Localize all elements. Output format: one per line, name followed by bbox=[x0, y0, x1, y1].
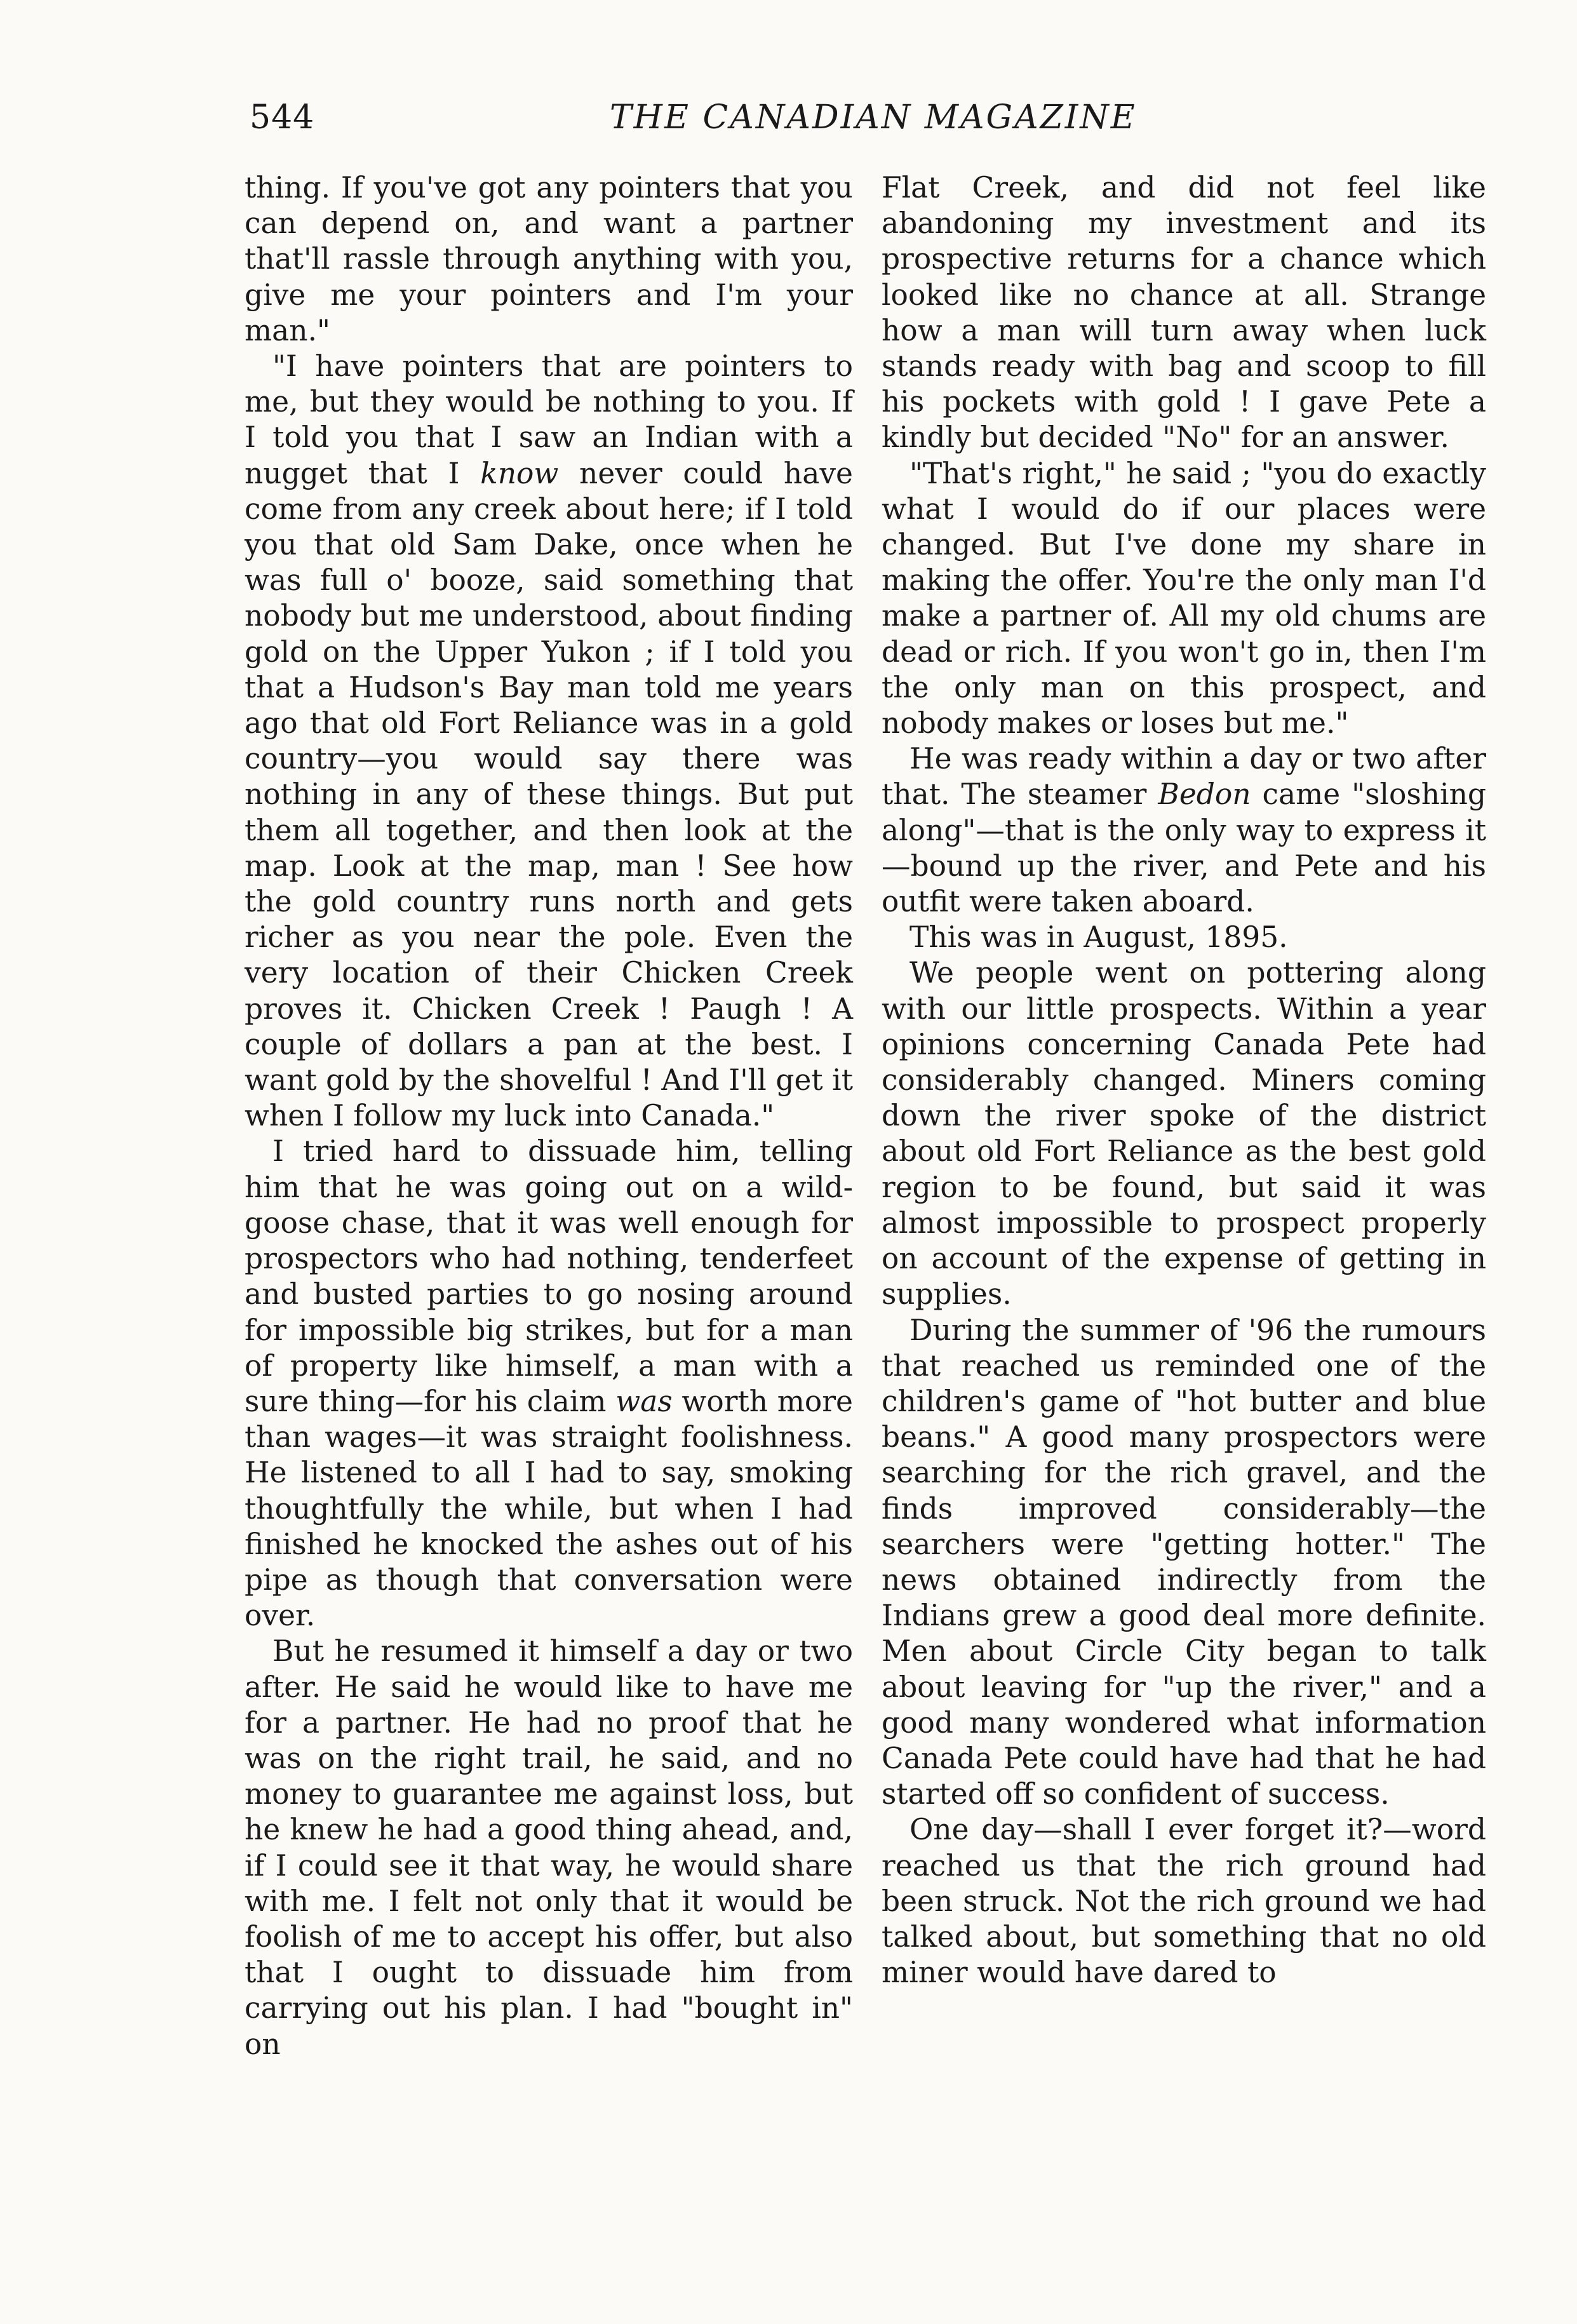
paragraph: We people went on pottering along with our little prospects. Within a year opinions concerning Canada Pete had considerably changed. Miners coming down the river spoke of the district about old Fort Reliance as the best gold region to be found, but said it was almost impossible to prospect properly on account of the expense of getting in supplies. bbox=[882, 956, 1486, 1312]
paragraph: I tried hard to dissuade him, telling him that he was going out on a wild-goose chase, that it was well enough for prospectors who had nothing, tenderfeet and busted parties to go nosing around for impossible big strikes, but for a man of property like himself, a man with a sure thing—for his claim was worth more than wages—it was straight foolishness. He listened to all I had to say, smoking thoughtfully the while, but when I had finished he knocked the ashes out of his pipe as though that conversation were over. bbox=[245, 1134, 853, 1633]
paragraph: "That's right," he said ; "you do exactly what I would do if our places were changed. But I've done my share in making the offer. You're the only man I'd make a partner of. All my old chums are dead or rich. If you won't go in, then I'm the only man on this prospect, and nobody makes or loses but me." bbox=[882, 456, 1486, 741]
ship-name: Bedon bbox=[1158, 777, 1251, 812]
paragraph: thing. If you've got any pointers that you can depend on, and want a partner that'll rassle through anything with you, give me your pointers and I'm your man." bbox=[245, 171, 853, 347]
paragraph: One day—shall I ever forget it?—word reached us that the rich ground had been struck. Not the rich ground we had talked about, but something that no old miner would have dared to bbox=[882, 1813, 1486, 1990]
page-number: 544 bbox=[250, 98, 315, 137]
running-head: THE CANADIAN MAGAZINE bbox=[610, 98, 1137, 137]
left-column bbox=[245, 170, 853, 2062]
paragraph: Flat Creek, and did not feel like abandoning my investment and its prospective returns for a chance which looked like no chance at all. Strange how a man will turn away when luck stands ready with bag and scoop to fill his pockets with gold ! I gave Pete a kindly but decided "No" for an answer. bbox=[882, 171, 1486, 455]
right-column bbox=[882, 170, 1486, 1991]
paragraph: This was in August, 1895. bbox=[909, 920, 1288, 955]
emphasis: know bbox=[480, 456, 559, 490]
page-header bbox=[0, 98, 1577, 149]
paragraph: But he resumed it himself a day or two after. He said he would like to have me for a partner. He had no proof that he was on the right trail, he said, and no money to guarantee me against loss, but he knew he had a good thing ahead, and, if I could see it that way, he would share with me. I felt not only that it would be foolish of me to accept his offer, but also that I ought to dissuade him from carrying out his plan. I had "bought in" on bbox=[245, 1634, 853, 2061]
paragraph: "I have pointers that are pointers to me, but they would be nothing to you. If I told you that I saw an Indian with a nugget that I know never could have come from any creek about here; if I told you that old Sam Dake, once when he was full o' booze, said something that nobody but me understood, about finding gold on the Upper Yukon ; if I told you that a Hudson's Bay man told me years ago that old Fort Reliance was in a gold country—you would say there was nothing in any of these things. But put them all together, and then look at the map. Look at the map, man ! See how the gold country runs north and gets richer as you near the pole. Even the very location of their Chicken Creek proves it. Chicken Creek ! Paugh ! A couple of dollars a pan at the best. I want gold by the shovelful ! And I'll get it when I follow my luck into Canada." bbox=[245, 349, 853, 1133]
emphasis: was bbox=[615, 1384, 673, 1418]
paragraph: During the summer of '96 the rumours that reached us reminded one of the children's game of "hot butter and blue beans." A good many prospectors were searching for the rich gravel, and the finds improved considerably—the searchers were "getting hotter." The news obtained indirectly from the Indians grew a good deal more definite. Men about Circle City began to talk about leaving for "up the river," and a good many wondered what information Canada Pete could have had that he had started off so confident of success. bbox=[882, 1313, 1486, 1811]
paragraph: He was ready within a day or two after that. The steamer Bedon came "sloshing along"—that is the only way to express it—bound up the river, and Pete and his outfit were taken aboard. bbox=[882, 742, 1487, 919]
